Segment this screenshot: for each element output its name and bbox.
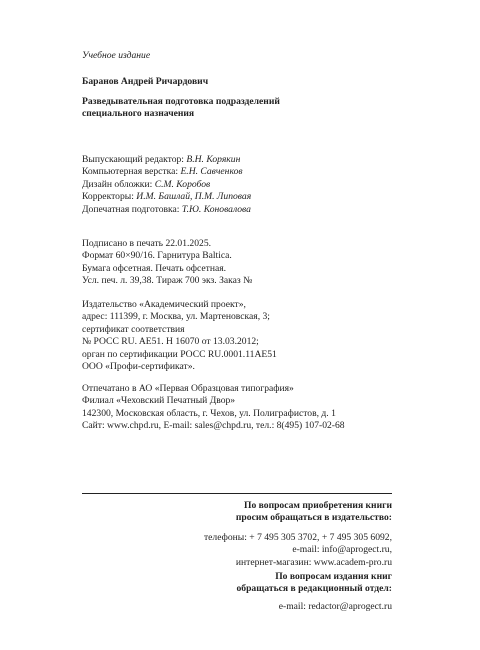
editorial-heading-line: обращаться в редакционный отдел: <box>236 583 392 595</box>
sales-heading-line: просим обращаться в издательство: <box>235 512 392 524</box>
printer-block <box>82 383 392 433</box>
printer-line: Отпечатано в АО «Первая Образцовая типография» <box>82 383 294 394</box>
author-name: Баранов Андрей Ричардович <box>82 76 209 87</box>
credit-role: Допечатная подготовка: <box>82 203 180 215</box>
sales-email: e-mail: info@aprogect.ru, <box>292 544 392 556</box>
sales-heading-line: По вопросам приобретения книги <box>244 500 392 511</box>
publisher-line: Издательство «Академический проект», <box>82 299 246 310</box>
print-info-line: Усл. печ. л. 39,38. Тираж 700 экз. Заказ № <box>82 275 253 287</box>
editorial-heading-line: По вопросам издания книг <box>275 571 392 582</box>
credit-name: С.М. Коробов <box>154 178 211 190</box>
credit-role: Компьютерная верстка: <box>82 166 179 178</box>
sales-heading <box>82 500 392 525</box>
credit-role: Корректоры: <box>82 191 134 203</box>
title-line: специального назначения <box>82 108 195 120</box>
print-info-line: Подписано в печать 22.01.2025. <box>82 238 212 249</box>
editorial-email: e-mail: redactor@aprogect.ru <box>278 601 392 612</box>
credit-role: Дизайн обложки: <box>82 178 153 190</box>
credit-role: Выпускающий редактор: <box>82 154 184 165</box>
sales-contacts <box>82 532 392 569</box>
title-line: Разведывательная подготовка подразделений <box>82 96 280 107</box>
printer-line: 142300, Московская область, г. Чехов, ул. Полиграфистов, д. 1 <box>82 407 336 419</box>
credit-name: И.М. Башлай, П.М. Липовая <box>136 191 252 203</box>
credit-line <box>82 166 392 178</box>
publisher-line: № РОСС RU. AE51. H 16070 от 13.03.2012; <box>82 336 259 348</box>
credit-line <box>82 204 392 216</box>
editorial-heading <box>82 571 392 596</box>
divider-rule <box>82 493 392 494</box>
sales-phones: телефоны: + 7 495 305 3702, + 7 495 305 6092, <box>203 532 392 543</box>
credits-block <box>82 154 392 216</box>
publisher-line: сертификат соответствия <box>82 323 185 335</box>
publisher-line: орган по сертификации РОСС RU.0001.11AE51 <box>82 348 277 360</box>
edition-type: Учебное издание <box>82 50 151 61</box>
publisher-line: адрес: 111399, г. Москва, ул. Мартеновская, 3; <box>82 311 270 323</box>
publisher-line: ООО «Профи-сертификат». <box>82 361 195 373</box>
credit-line <box>82 191 392 203</box>
print-info-line: Формат 60×90/16. Гарнитура Baltica. <box>82 250 232 262</box>
credit-line <box>82 179 392 191</box>
credit-name: Т.Ю. Коновалова <box>181 203 251 215</box>
print-info-line: Бумага офсетная. Печать офсетная. <box>82 262 227 274</box>
sales-shop: интернет-магазин: www.academ-pro.ru <box>235 556 392 568</box>
print-info-block <box>82 238 392 288</box>
credit-line <box>82 154 392 166</box>
printer-line: Филиал «Чеховский Печатный Двор» <box>82 395 236 407</box>
printer-line: Сайт: www.chpd.ru, E-mail: sales@chpd.ru, тел.: 8(495) 107-02-68 <box>82 420 345 432</box>
credit-name: Е.Н. Савченков <box>180 166 243 178</box>
credit-name: В.Н. Корякин <box>186 154 241 165</box>
book-title <box>82 96 392 121</box>
publisher-block <box>82 299 392 373</box>
